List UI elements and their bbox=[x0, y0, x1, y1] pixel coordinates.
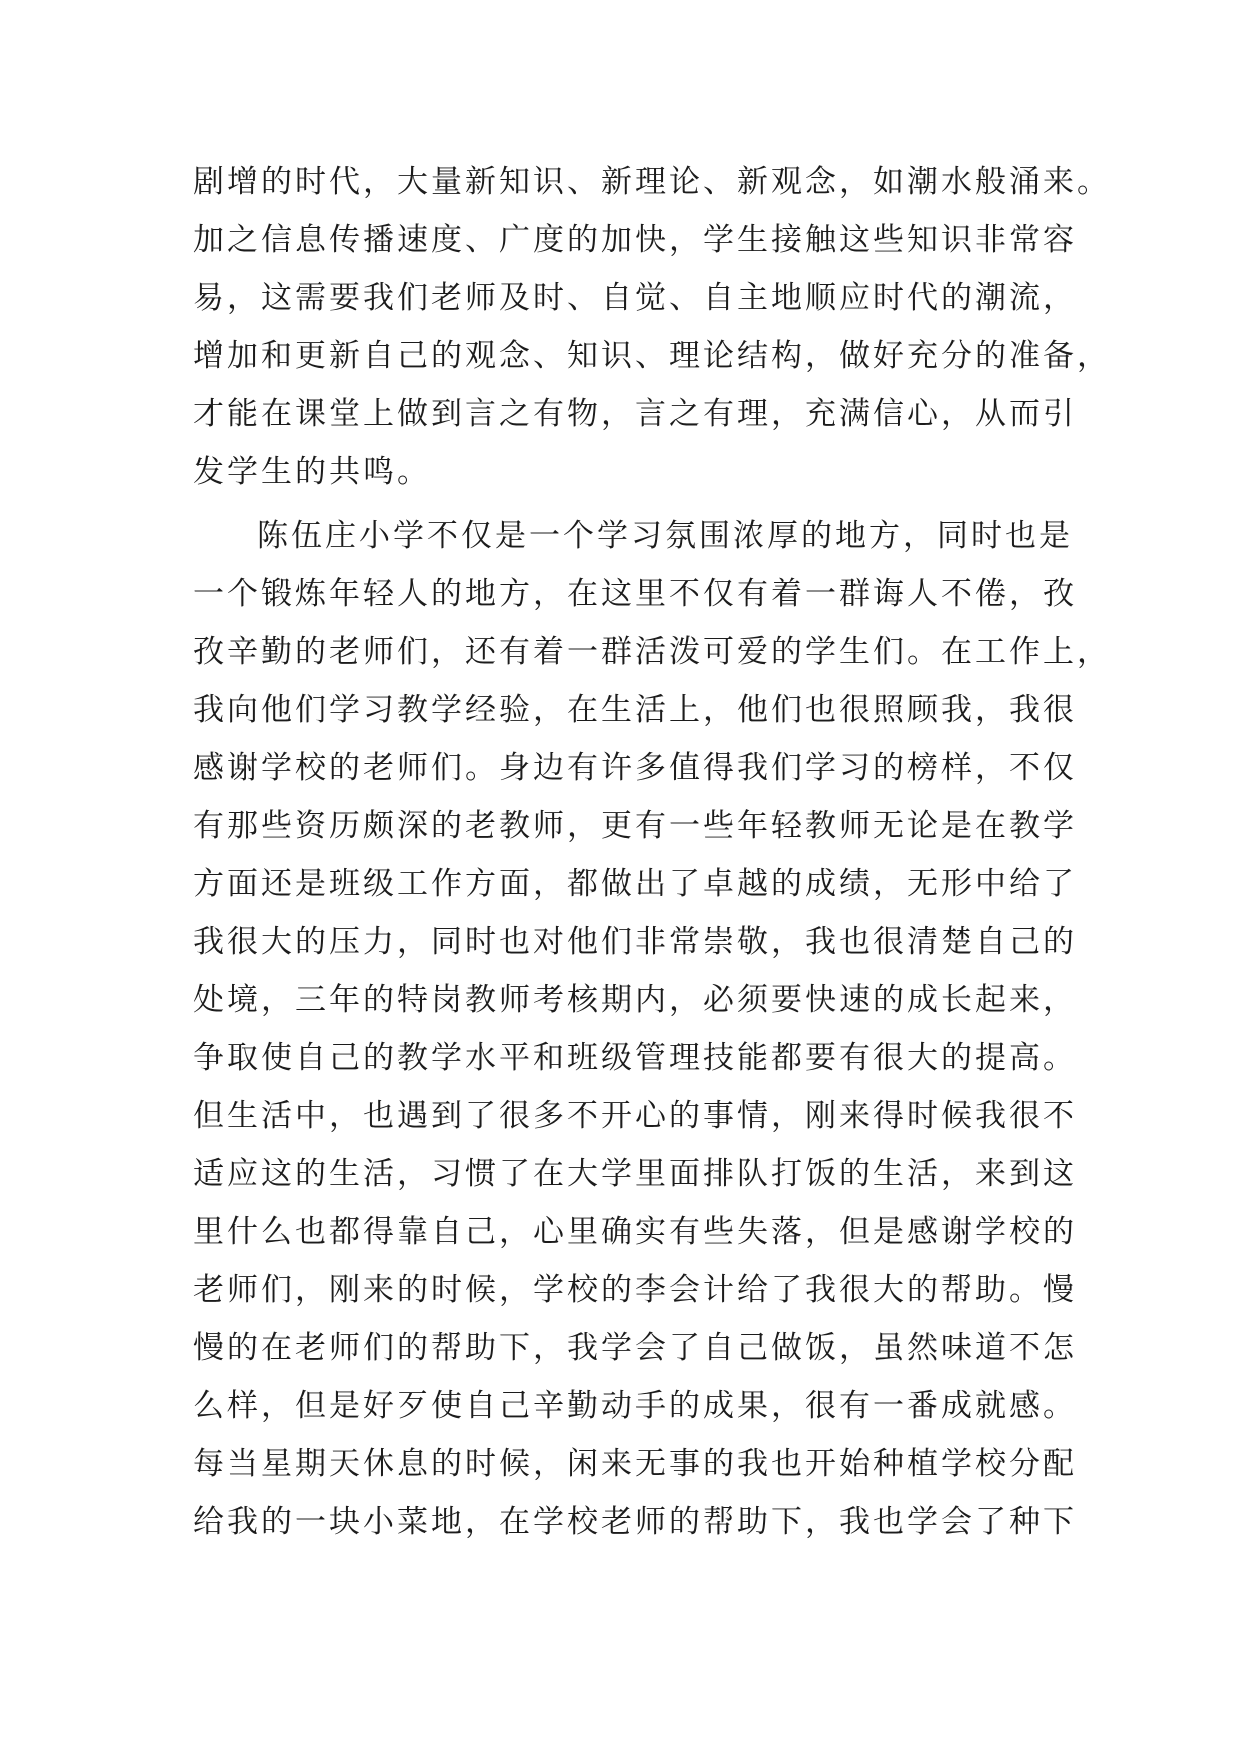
text-line: 易，这需要我们老师及时、自觉、自主地顺应时代的潮流， bbox=[193, 280, 1077, 316]
text-line: 加之信息传播速度、广度的加快，学生接触这些知识非常容 bbox=[193, 222, 1077, 258]
text-line: 发学生的共鸣。 bbox=[193, 454, 431, 490]
text-line: 慢的在老师们的帮助下，我学会了自己做饭，虽然味道不怎 bbox=[193, 1330, 1077, 1366]
text-line: 增加和更新自己的观念、知识、理论结构，做好充分的准备， bbox=[193, 338, 1111, 374]
text-line: 争取使自己的教学水平和班级管理技能都要有很大的提高。 bbox=[193, 1040, 1077, 1076]
paragraph-2 bbox=[193, 507, 1111, 1551]
text-line: 给我的一块小菜地，在学校老师的帮助下，我也学会了种下 bbox=[193, 1504, 1077, 1540]
text-line: 有那些资历颇深的老教师，更有一些年轻教师无论是在教学 bbox=[193, 808, 1077, 844]
text-line: 一个锻炼年轻人的地方，在这里不仅有着一群诲人不倦，孜 bbox=[193, 576, 1077, 612]
text-line: 剧增的时代，大量新知识、新理论、新观念，如潮水般涌来。 bbox=[193, 164, 1111, 200]
text-line: 我向他们学习教学经验，在生活上，他们也很照顾我，我很 bbox=[193, 692, 1077, 728]
text-line: 老师们，刚来的时候，学校的李会计给了我很大的帮助。慢 bbox=[193, 1272, 1077, 1308]
text-line: 但生活中，也遇到了很多不开心的事情，刚来得时候我很不 bbox=[193, 1098, 1077, 1134]
text-line: 适应这的生活，习惯了在大学里面排队打饭的生活，来到这 bbox=[193, 1156, 1077, 1192]
text-line: 陈伍庄小学不仅是一个学习氛围浓厚的地方，同时也是 bbox=[257, 518, 1073, 554]
text-line: 感谢学校的老师们。身边有许多值得我们学习的榜样，不仅 bbox=[193, 750, 1077, 786]
text-line: 里什么也都得靠自己，心里确实有些失落，但是感谢学校的 bbox=[193, 1214, 1077, 1250]
text-line: 方面还是班级工作方面，都做出了卓越的成绩，无形中给了 bbox=[193, 866, 1077, 902]
text-line: 每当星期天休息的时候，闲来无事的我也开始种植学校分配 bbox=[193, 1446, 1077, 1482]
text-line: 么样，但是好歹使自己辛勤动手的成果，很有一番成就感。 bbox=[193, 1388, 1077, 1424]
text-line: 才能在课堂上做到言之有物，言之有理，充满信心，从而引 bbox=[193, 396, 1077, 432]
text-line: 处境，三年的特岗教师考核期内，必须要快速的成长起来， bbox=[193, 982, 1077, 1018]
paragraph-1 bbox=[193, 153, 1111, 501]
text-line: 孜辛勤的老师们，还有着一群活泼可爱的学生们。在工作上， bbox=[193, 634, 1111, 670]
body-text bbox=[193, 153, 1111, 1551]
text-line: 我很大的压力，同时也对他们非常崇敬，我也很清楚自己的 bbox=[193, 924, 1077, 960]
